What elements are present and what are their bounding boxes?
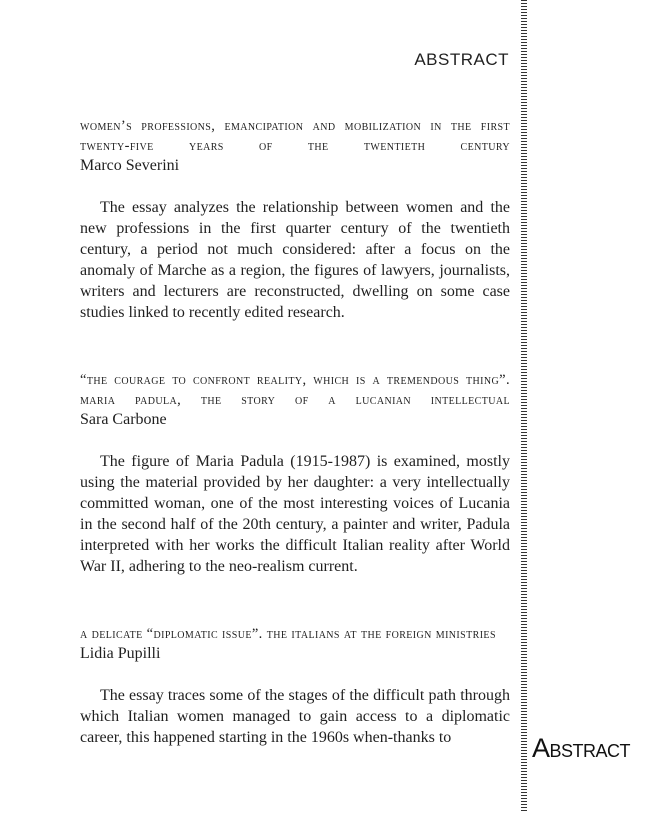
entry-title: “the courage to confront reality, which is a tremendous thing”. maria padula, the story of a lucanian intellectual — [80, 372, 510, 408]
page-edge-bar — [521, 0, 527, 813]
entry-body: The essay traces some of the stages of the difficult path through which Italian women managed to gain access to a diplomatic career, this happened starting in the 1960s when-thanks to — [80, 687, 510, 746]
thumb-tab-initial: A — [532, 733, 550, 763]
abstract-entry — [80, 370, 510, 577]
entry-body: The essay analyzes the relationship between women and the new professions in the first quarter century of the twentieth century, a period not much considered: after a focus on the anomaly of Marche as a region, the figures of lawyers, journalists, writers and lecturers are reconstructed, dwelling on some case studies linked to recently edited research. — [80, 199, 510, 321]
entry-author: Sara Carbone — [80, 411, 167, 428]
entry-author: Lidia Pupilli — [80, 645, 161, 662]
section-thumb-tab — [532, 733, 630, 764]
abstract-entry — [80, 116, 510, 323]
entry-title: women’s professions, emancipation and mobilization in the first twenty-five years of the twentieth century — [80, 118, 510, 154]
thumb-tab-rest: BSTRACT — [549, 741, 631, 761]
abstract-entry — [80, 624, 510, 748]
abstract-list — [80, 116, 510, 795]
entry-body: The figure of Maria Padula (1915-1987) is examined, mostly using the material provided by her daughter: a very intellectually committed woman, one of the most interesting voices of Lucania in the second half of the 20th century, a painter and writer, Padula interpreted with her works the difficult Italian reality after World War II, adhering to the neo-realism current. — [80, 453, 510, 575]
running-head: ABSTRACT — [414, 50, 509, 69]
entry-author: Marco Severini — [80, 157, 180, 174]
entry-title: a delicate “diplomatic issue”. the italians at the foreign ministries — [80, 626, 496, 642]
